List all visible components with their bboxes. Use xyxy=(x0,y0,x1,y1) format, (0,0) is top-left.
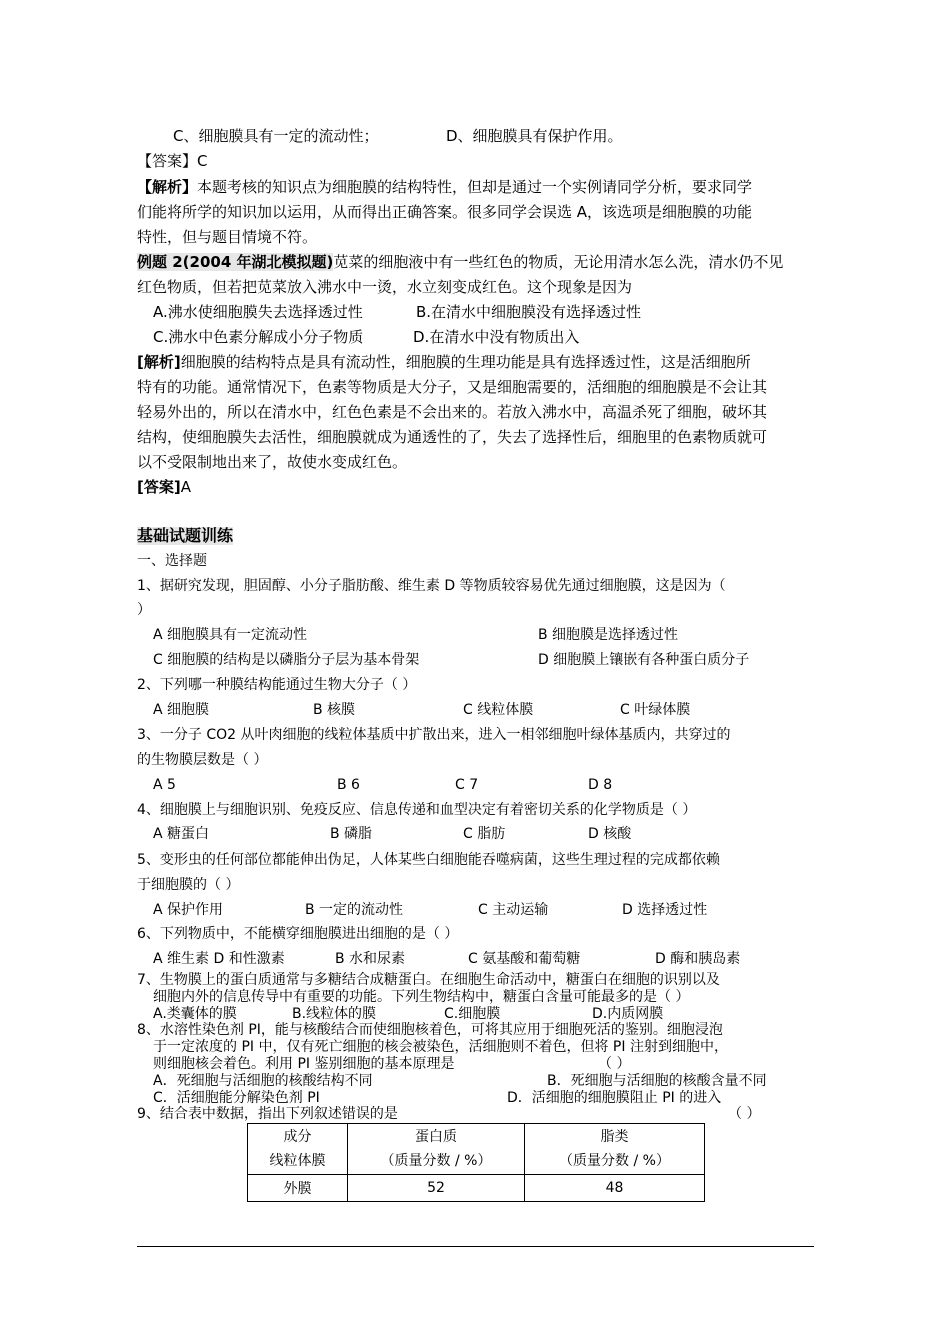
ex2-analysis-line-3: 轻易外出的，所以在清水中，红色色素是不会出来的。若放入沸水中，高温杀死了细胞，破坏其 xyxy=(137,403,768,421)
q7-option-a: A.类囊体的膜 xyxy=(153,1006,237,1022)
ex2-stem-text: 苋菜的细胞液中有一些红色的物质，无论用清水怎么洗，清水仍不见 xyxy=(333,253,784,271)
header-line: 脂类 xyxy=(600,1129,629,1145)
q9-data-table xyxy=(247,1123,705,1202)
ex2-title: 例题 2(2004 年湖北模拟题) xyxy=(137,253,334,271)
q6-option-b: B 水和尿素 xyxy=(335,951,406,967)
q1-option-b: B 细胞膜是选择透过性 xyxy=(538,627,679,643)
subsection-title: 一、选择题 xyxy=(137,553,207,569)
q8-bracket: （ ） xyxy=(598,1056,631,1072)
footer-rule xyxy=(137,1246,814,1247)
q1-option-c: C 细胞膜的结构是以磷脂分子层为基本骨架 xyxy=(153,652,420,668)
q9-stem: 9、结合表中数据，指出下列叙述错误的是 xyxy=(137,1106,398,1122)
ex2-analysis-line-4: 结构，使细胞膜失去活性，细胞膜就成为通透性的了，失去了选择性后，细胞里的色素物质就可 xyxy=(137,428,768,446)
q7-option-c: C.细胞膜 xyxy=(444,1006,501,1022)
q2-option-d: C 叶绿体膜 xyxy=(620,702,691,718)
table-cell: 52 xyxy=(348,1175,525,1202)
q4-option-b: B 磷脂 xyxy=(330,826,373,842)
q4-option-a: A 糖蛋白 xyxy=(153,826,210,842)
answer-tag: [答案] xyxy=(137,478,181,496)
table-header-cell xyxy=(248,1124,348,1175)
q3-option-b: B 6 xyxy=(337,777,360,793)
q7-stem-line-2: 细胞内外的信息传导中有重要的功能。下列生物结构中，糖蛋白含量可能最多的是（ ） xyxy=(153,989,690,1005)
table-row xyxy=(248,1175,705,1202)
ex2-stem-line-2: 红色物质，但若把苋菜放入沸水中一烫，水立刻变成红色。这个现象是因为 xyxy=(137,278,633,296)
q1-stem-line-2: ） xyxy=(137,602,151,618)
answer-value: C xyxy=(197,152,208,170)
q5-stem-line-1: 5、变形虫的任何部位都能伸出伪足，人体某些白细胞能吞噬病菌，这些生理过程的完成都依赖 xyxy=(137,852,720,868)
ex2-analysis-line-1 xyxy=(137,353,751,371)
q2-stem: 2、下列哪一种膜结构能通过生物大分子（ ） xyxy=(137,677,417,693)
answer-tag: 【答案】 xyxy=(137,152,198,170)
ex2-stem-line-1 xyxy=(137,253,783,271)
q6-option-a: A 维生素 D 和性激素 xyxy=(153,951,285,967)
q3-option-a: A 5 xyxy=(153,777,176,793)
q2-option-a: A 细胞膜 xyxy=(153,702,210,718)
ex1-analysis-line-1 xyxy=(137,178,752,196)
q5-option-b: B 一定的流动性 xyxy=(305,902,404,918)
header-line: 成分 xyxy=(283,1129,312,1145)
q8-option-d: D．活细胞的细胞膜阻止 PI 的进入 xyxy=(507,1090,722,1106)
q1-option-d: D 细胞膜上镶嵌有各种蛋白质分子 xyxy=(538,652,750,668)
ex1-option-c: C、细胞膜具有一定的流动性； xyxy=(173,127,379,145)
q5-option-d: D 选择透过性 xyxy=(622,902,708,918)
q8-option-c: C．活细胞能分解染色剂 PI xyxy=(153,1090,320,1106)
q8-stem-line-3: 则细胞核会着色。利用 PI 鉴别细胞的基本原理是 xyxy=(153,1056,455,1072)
ex2-option-a: A.沸水使细胞膜失去选择透过性 xyxy=(153,303,363,321)
q4-stem: 4、细胞膜上与细胞识别、免疫反应、信息传递和血型决定有着密切关系的化学物质是（ ） xyxy=(137,802,697,818)
ex2-option-d: D.在清水中没有物质出入 xyxy=(413,328,580,346)
q6-option-d: D 酶和胰岛素 xyxy=(655,951,741,967)
q4-option-c: C 脂肪 xyxy=(463,826,506,842)
table-header-cell xyxy=(525,1124,705,1175)
q2-option-b: B 核膜 xyxy=(313,702,356,718)
analysis-text: 本题考核的知识点为细胞膜的结构特性，但却是通过一个实例请同学分析，要求同学 xyxy=(197,178,753,196)
q7-option-d: D.内质网膜 xyxy=(592,1006,664,1022)
ex1-answer-line xyxy=(137,152,208,170)
ex1-analysis-line-3: 特性，但与题目情境不符。 xyxy=(137,228,318,246)
q3-option-d: D 8 xyxy=(588,777,613,793)
header-line: （质量分数 / %） xyxy=(380,1153,492,1169)
q4-option-d: D 核酸 xyxy=(588,826,632,842)
header-line: （质量分数 / %） xyxy=(559,1153,670,1169)
q8-stem-line-2: 于一定浓度的 PI 中，仅有死亡细胞的核会被染色，活细胞则不着色，但将 PI 注射到细胞中， xyxy=(153,1039,728,1055)
analysis-tag: 【解析】 xyxy=(137,178,198,196)
ex2-analysis-line-5: 以不受限制地出来了，故使水变成红色。 xyxy=(137,453,408,471)
q8-option-b: B．死细胞与活细胞的核酸含量不同 xyxy=(547,1073,767,1089)
ex1-option-d: D、细胞膜具有保护作用。 xyxy=(446,127,623,145)
table-header-cell xyxy=(348,1124,525,1175)
q8-stem-line-1: 8、水溶性染色剂 PI，能与核酸结合而使细胞核着色，可将其应用于细胞死活的鉴别。细胞浸泡 xyxy=(137,1022,723,1038)
header-line: 线粒体膜 xyxy=(269,1153,326,1169)
table-cell: 48 xyxy=(525,1175,705,1202)
q9-bracket: （ ） xyxy=(728,1106,761,1122)
analysis-tag: [解析] xyxy=(137,353,181,371)
q5-stem-line-2: 于细胞膜的（ ） xyxy=(137,877,240,893)
header-line: 蛋白质 xyxy=(415,1129,457,1145)
ex1-analysis-line-2: 们能将所学的知识加以运用，从而得出正确答案。很多同学会误选 A，该选项是细胞膜的功能 xyxy=(137,203,753,221)
q1-option-a: A 细胞膜具有一定流动性 xyxy=(153,627,308,643)
q6-stem: 6、下列物质中，不能横穿细胞膜进出细胞的是（ ） xyxy=(137,926,459,942)
q8-option-a: A．死细胞与活细胞的核酸结构不同 xyxy=(153,1073,373,1089)
q7-option-b: B.线粒体的膜 xyxy=(292,1006,377,1022)
q7-stem-line-1: 7、生物膜上的蛋白质通常与多糖结合成糖蛋白。在细胞生命活动中，糖蛋白在细胞的识别以及 xyxy=(137,972,720,988)
ex2-option-c: C.沸水中色素分解成小分子物质 xyxy=(153,328,364,346)
q2-option-c: C 线粒体膜 xyxy=(463,702,534,718)
q6-option-c: C 氨基酸和葡萄糖 xyxy=(468,951,581,967)
q3-option-c: C 7 xyxy=(455,777,479,793)
answer-value: A xyxy=(180,478,191,496)
table-header-row xyxy=(248,1124,705,1175)
q5-option-c: C 主动运输 xyxy=(478,902,549,918)
analysis-text: 细胞膜的结构特点是具有流动性，细胞膜的生理功能是具有选择透过性，这是活细胞所 xyxy=(180,353,751,371)
q3-stem-line-2: 的生物膜层数是（ ） xyxy=(137,752,268,768)
q5-option-a: A 保护作用 xyxy=(153,902,224,918)
ex2-answer-line xyxy=(137,478,191,496)
ex2-analysis-line-2: 特有的功能。通常情况下，色素等物质是大分子，又是细胞需要的，活细胞的细胞膜是不会让其 xyxy=(137,378,768,396)
section-title: 基础试题训练 xyxy=(137,526,234,545)
table-cell: 外膜 xyxy=(248,1175,348,1202)
q3-stem-line-1: 3、一分子 CO2 从叶肉细胞的线粒体基质中扩散出来，进入一相邻细胞叶绿体基质内，共穿过的 xyxy=(137,727,731,743)
ex2-option-b: B.在清水中细胞膜没有选择透过性 xyxy=(416,303,642,321)
q1-stem-line-1: 1、据研究发现，胆固醇、小分子脂肪酸、维生素 D 等物质较容易优先通过细胞膜，这是因为（ xyxy=(137,578,726,594)
